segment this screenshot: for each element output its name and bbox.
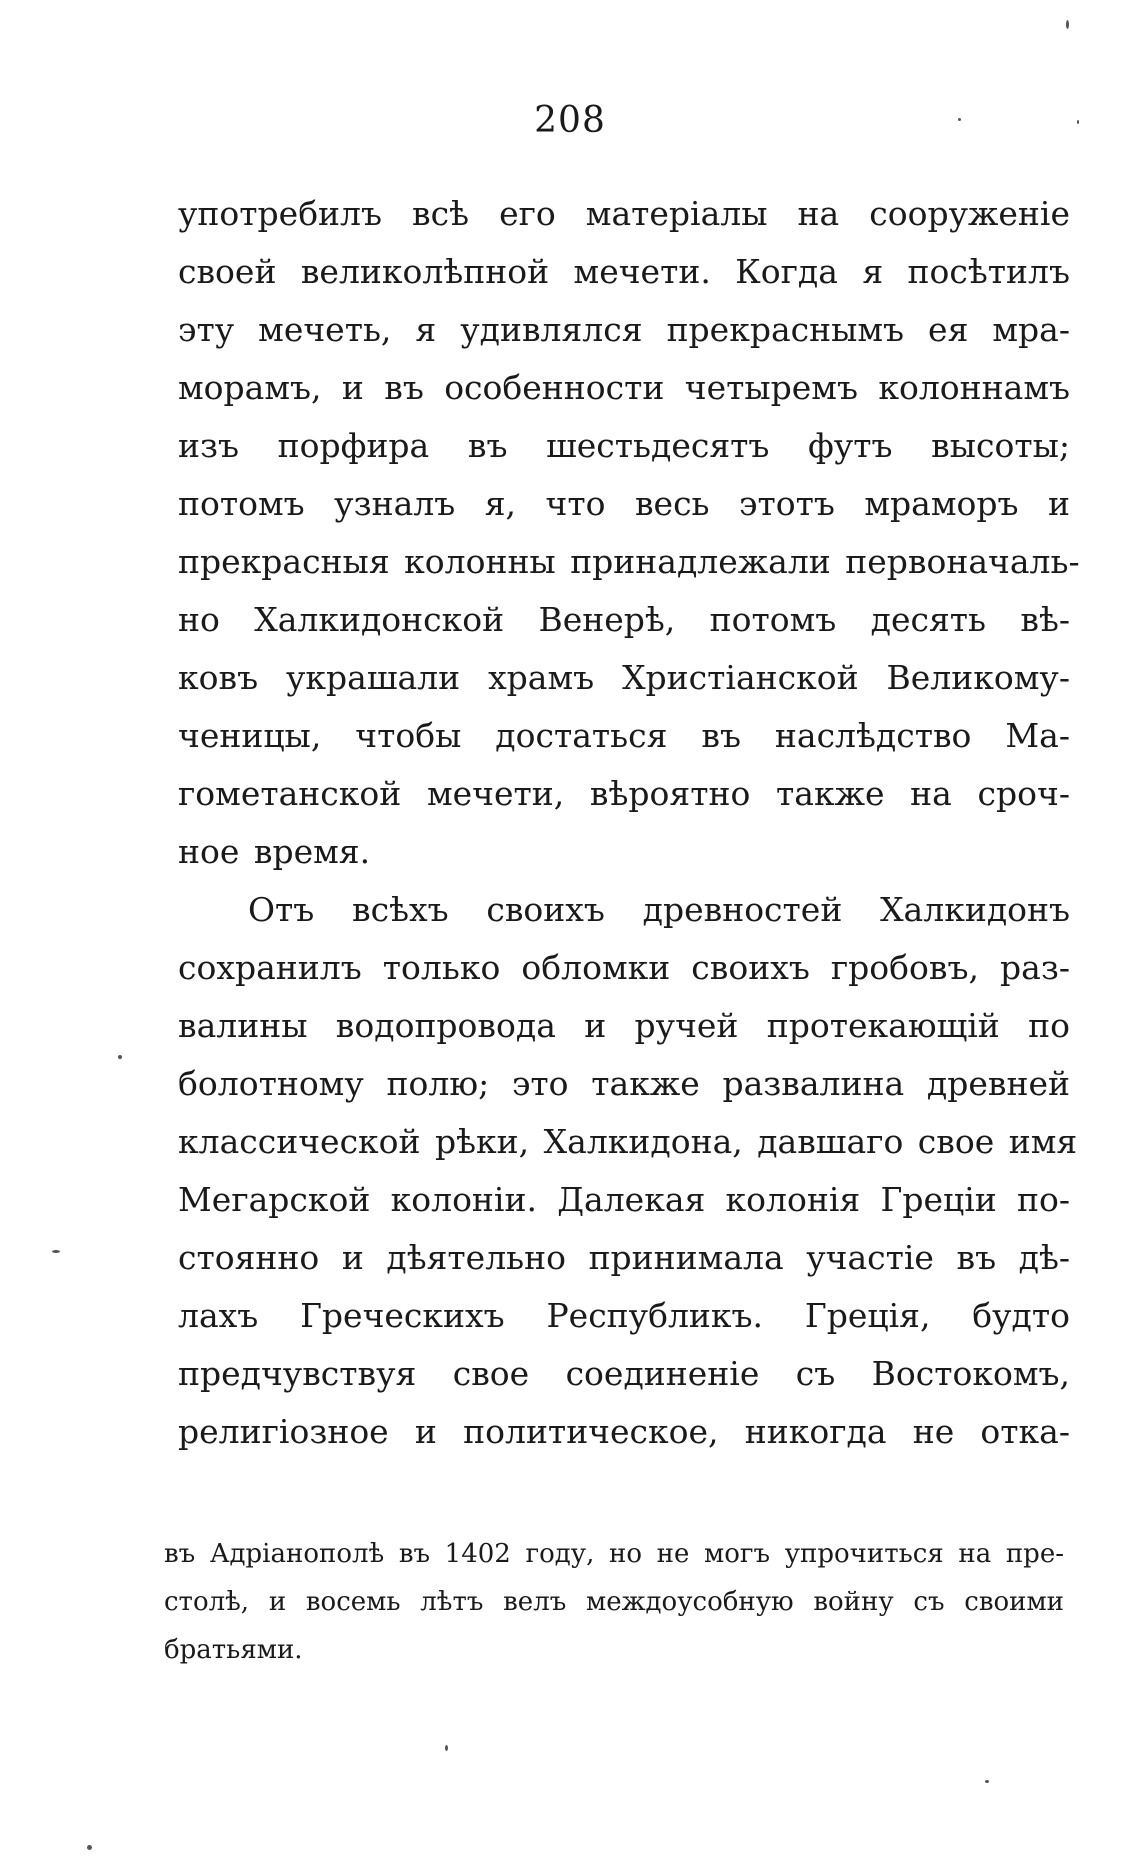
footnote-line: братьями.	[164, 1635, 303, 1665]
text-line: но Халкидонской Венерѣ, потомъ десять вѣ-	[178, 600, 1070, 639]
scan-speck	[87, 1845, 92, 1850]
footnote	[164, 1530, 1064, 1674]
text-line: своей великолѣпной мечети. Когда я посѣтилъ	[178, 252, 1070, 291]
text-line: употребилъ всѣ его матеріалы на сооруженіе	[178, 194, 1070, 233]
footnote-line: въ Адріанополѣ въ 1402 году, но не могъ упрочиться на пре-	[164, 1539, 1064, 1569]
scan-speck	[52, 1250, 60, 1253]
scan-speck	[445, 1745, 448, 1751]
text-line: сохранилъ только обломки своихъ гробовъ, раз-	[178, 948, 1070, 987]
text-line: лахъ Греческихъ Республикъ. Греція, будто	[178, 1296, 1070, 1335]
text-line: прекрасныя колонны принадлежали первоначаль-	[178, 542, 1080, 581]
text-line: классической рѣки, Халкидона, давшаго свое имя	[178, 1122, 1078, 1161]
scan-speck	[1077, 120, 1079, 124]
text-line: потомъ узналъ я, что весь этотъ мраморъ и	[178, 484, 1070, 523]
page-number: 208	[534, 100, 606, 141]
main-text	[178, 185, 1080, 1461]
paragraph-start-line: Отъ всѣхъ своихъ древностей Халкидонъ	[248, 890, 1070, 929]
scan-speck	[985, 1780, 989, 1783]
text-line: религіозное и политическое, никогда не отка-	[178, 1412, 1070, 1451]
text-line: изъ порфира въ шестьдесятъ футъ высоты;	[178, 426, 1070, 465]
scan-speck	[1066, 20, 1069, 29]
text-line: гометанской мечети, вѣроятно также на сроч-	[178, 774, 1070, 813]
text-line: эту мечеть, я удивлялся прекраснымъ ея мра-	[178, 310, 1070, 349]
text-line: болотному полю; это также развалина древней	[178, 1064, 1070, 1103]
text-line: ковъ украшали храмъ Христіанской Великому-	[178, 658, 1070, 697]
text-line: морамъ, и въ особенности четыремъ колоннамъ	[178, 368, 1070, 407]
text-line: ное время.	[178, 832, 371, 871]
text-line: ченицы, чтобы достаться въ наслѣдство Ма-	[178, 716, 1070, 755]
footnote-line: столѣ, и восемь лѣтъ велъ междоусобную войну съ своими	[164, 1587, 1064, 1617]
scan-speck	[118, 1055, 122, 1059]
text-line: предчувствуя свое соединеніе съ Востокомъ,	[178, 1354, 1070, 1393]
scan-speck	[958, 118, 961, 121]
text-line: стоянно и дѣятельно принимала участіе въ дѣ-	[178, 1238, 1070, 1277]
text-line: валины водопровода и ручей протекающій по	[178, 1006, 1070, 1045]
text-line: Мегарской колоніи. Далекая колонія Греціи по-	[178, 1180, 1070, 1219]
